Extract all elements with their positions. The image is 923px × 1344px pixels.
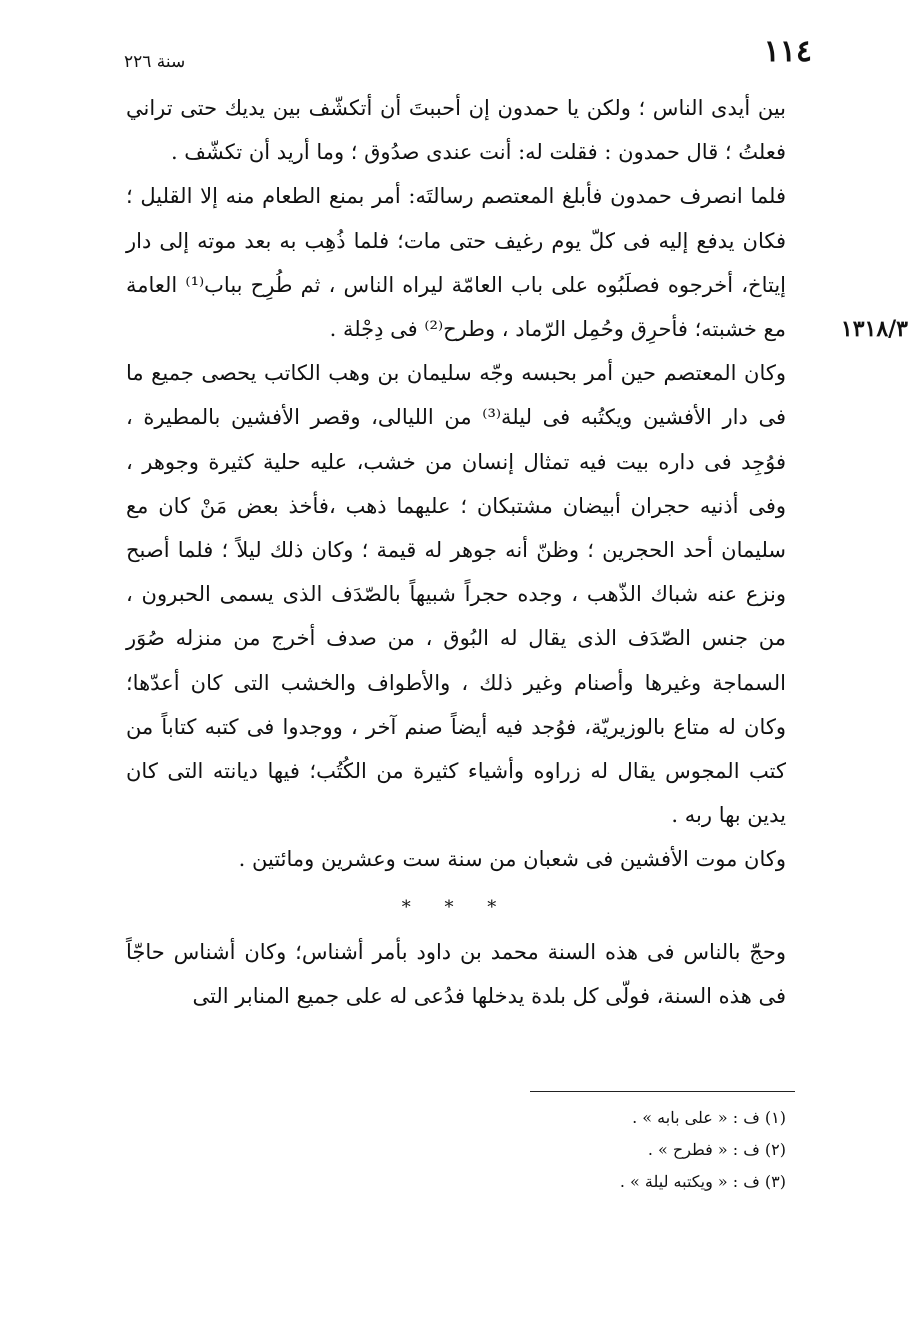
paragraph: وحجّ بالناس فى هذه السنة محمد بن داود بأمر أشناس؛ وكان أشناس حاجّاً فى هذه السنة، فولّى كل بلدة يدخلها فدُعى له على جميع المنابر التى (126, 939, 786, 1008)
page-number: ١١٤ (763, 34, 812, 69)
paragraph: وكان موت الأفشين فى شعبان من سنة ست وعشرين ومائتين . (238, 847, 786, 872)
footnote: (١) ف : « على بابه » . (632, 1108, 786, 1127)
margin-date-reference: ١٣١٨/٣ (840, 316, 908, 342)
paragraph: وكان المعتصم حين أمر بحبسه وجّه سليمان بن وهب الكاتب يحصى جميع ما فى دار الأفشين ويكتُبه فى ليلة⁽³⁾ من الليالى، وقصر الأفشين بالمطيرة ، فوُجِد فى داره بيت فيه تمثال إنسان من خشب، عليه حلية كثيرة وجوهر ، وفى أذنيه حجران أبيضان مشتبكان ؛ عليهما ذهب ،فأخذ بعض مَنْ كان مع سليمان أحد الحجرين ؛ وظنّ أنه جوهر له قيمة ؛ وكان ذلك ليلاً ؛ فلما أصبح ونزع عنه شباك الذّهب ، وجده حجراً شبيهاً بالصّدَف الذى يسمى الحبرون ، من جنس الصّدَف الذى يقال له البُوق ، من صدف أخرج من منزله صُوَر السماجة وغيرها وأصنام وغير ذلك ، والأطواف والخشب التى كان أعدّها؛ وكان له متاع بالوزيريّة، فوُجد فيه أيضاً صنم آخر ، ووجدوا فى كتبه كتاباً من كتب المجوس يقال له زراوه وأشياء كثيرة من الكُتُب؛ فيها ديانته التى كان يدين بها ربه . (126, 361, 786, 828)
footnote: (٢) ف : « فطرح » . (647, 1140, 786, 1159)
running-header-year: سنة ٢٢٦ (124, 52, 186, 72)
main-text-block (126, 86, 786, 1018)
paragraph: فلما انصرف حمدون فأبلغ المعتصم رسالتَه: أمر بمنع الطعام منه إلا القليل ؛ فكان يدفع إليه فى كلّ يوم رغيف حتى مات؛ فلما ذُهِب به بعد موته إلى دار إيتاخ، أخرجوه فصلَبُوه على باب العامّة ليراه الناس ، ثم طُرِح بباب⁽¹⁾ العامة مع خشبته؛ فأحرِق وحُمِل الرّماد ، وطرح⁽²⁾ فى دِجْلة . (126, 184, 786, 342)
section-separator: * * * (401, 896, 511, 918)
footnote-divider (530, 1091, 795, 1092)
footnote: (٣) ف : « ويكتبه ليلة » . (619, 1172, 786, 1191)
footnotes-block (400, 1102, 786, 1198)
paragraph: بين أيدى الناس ؛ ولكن يا حمدون إن أحببتَ أن أتكشّف بين يديك حتى تراني فعلتُ ؛ قال حمدون : فقلت له: أنت عندى صدُوق ؛ وما أريد أن تكشّف . (126, 96, 786, 165)
